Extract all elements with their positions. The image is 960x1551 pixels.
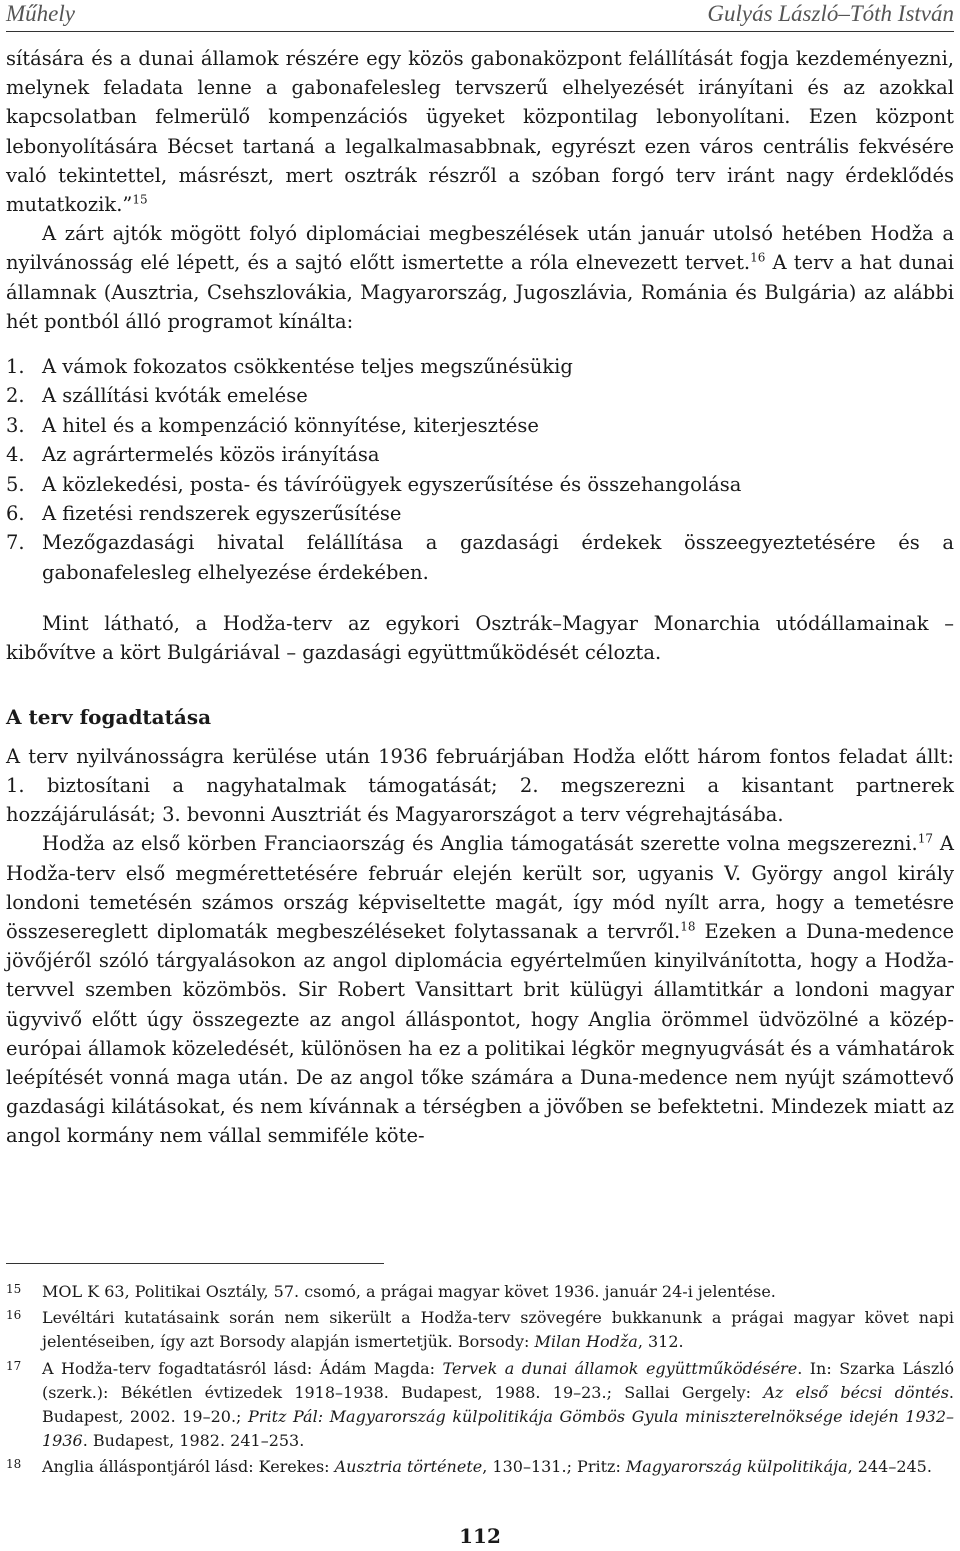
footnote-ref-15[interactable]: 15 xyxy=(132,192,148,207)
footnote-ref-17[interactable]: 17 xyxy=(917,831,933,846)
footnote-number: 17 xyxy=(6,1358,22,1373)
cited-title: Ausztria története xyxy=(334,1457,483,1477)
paragraph-summary: Mint látható, a Hodža-terv az egykori Osztrák–Magyar Monarchia utódállamainak – kibővítve a kört Bulgáriával – gazdasági együttműködését célozta. xyxy=(6,612,954,665)
paragraph-text: A zárt ajtók mögött folyó diplomáciai megbeszélések után január utolsó hetében Hodža a nyilvánosság elé lépett, és a sajtó előtt ismertette a róla elnevezett tervet. xyxy=(6,222,954,275)
list-item xyxy=(6,411,954,440)
paragraph-hodza-announcement xyxy=(6,219,954,336)
seven-point-program-list xyxy=(6,352,954,587)
cited-title: Tervek a dunai államok együttműködésére xyxy=(442,1358,798,1378)
list-item-number: 3. xyxy=(6,413,25,437)
list-item-number: 5. xyxy=(6,472,25,496)
list-item-text: A közlekedési, posta- és távíróügyek egyszerűsítése és összehangolása xyxy=(42,472,742,496)
footnote-16 xyxy=(6,1306,954,1354)
footnote-18 xyxy=(6,1455,954,1479)
paragraph-text: sítására és a dunai államok részére egy közös gabonaközpont felállítását fogja kezdeményezni, melynek feladata lenne a gabonafelesleg tervszerű elhelyezését irányítani és az azokkal kapcsolatban felmerülő kompenzációs ügyeket központilag lebonyolítani. Ezen központ lebonyolítására Bécset tartaná a legalkalmasabbnak, egyrészt ezen város centrális fekvésére való tekintettel, másrészt, mert osztrák részről a szóban forgó terv iránt nagy érdeklődés mutatkozik.” xyxy=(6,47,954,217)
footnote-separator xyxy=(6,1263,384,1264)
list-item-number: 1. xyxy=(6,355,25,379)
footnotes xyxy=(6,1280,954,1482)
footnote-17 xyxy=(6,1357,954,1454)
list-item-text: A hitel és a kompenzáció könnyítése, kiterjesztése xyxy=(42,413,539,437)
paragraph-text: Hodža az első körben Franciaország és Anglia támogatását szerette volna megszerezni. xyxy=(42,832,918,856)
footnote-number: 16 xyxy=(6,1308,22,1323)
footnote-text: MOL K 63, Politikai Osztály, 57. csomó, a prágai magyar követ 1936. január 24-i jelentése. xyxy=(42,1282,776,1301)
list-item xyxy=(6,381,954,410)
footnote-ref-16[interactable]: 16 xyxy=(750,250,766,265)
list-item-text: Mezőgazdasági hivatal felállítása a gazdasági érdekek összeegyeztetésére és a gabonafelesleg elhelyezése érdekében. xyxy=(42,531,954,584)
list-item xyxy=(6,470,954,499)
list-item-number: 6. xyxy=(6,502,25,526)
header-authors: Gulyás László–Tóth István xyxy=(707,1,954,26)
paragraph-text: A terv a hat dunai államnak (Ausztria, Csehszlovákia, Magyarország, Jugoszlávia, Románia és Bulgária) az alábbi hét pontból álló programot kínálta: xyxy=(6,251,954,333)
paragraph-london-reception xyxy=(6,829,954,1150)
cited-title: Pritz Pál: Magyarország külpolitikája Gömbös Gyula miniszterelnöksége idején 1932–1936 xyxy=(42,1407,955,1451)
footnote-text: Anglia álláspontjáról lásd: Kerekes: Ausztria története, 130–131.; Pritz: Magyarország külpolitikája, 244–245. xyxy=(42,1457,932,1477)
section-heading: A terv fogadtatása xyxy=(6,704,212,729)
list-item-number: 2. xyxy=(6,384,25,408)
paragraph-three-tasks: A terv nyilvánosságra kerülése után 1936 februárjában Hodža előtt három fontos feladat állt: 1. biztosítani a nagyhatalmak támogatását; 2. megszerezni a kisantant partnerek hozzájárulását; 3. bevonni Ausztriát és Magyarországot a terv végrehajtásába. xyxy=(6,744,954,827)
list-item xyxy=(6,499,954,528)
cited-title: Milan Hodža xyxy=(534,1332,638,1352)
list-item-text: Az agrártermelés közös irányítása xyxy=(42,443,380,467)
running-header xyxy=(6,0,954,32)
body-text xyxy=(6,44,954,1151)
list-item xyxy=(6,528,954,587)
footnote-ref-18[interactable]: 18 xyxy=(680,919,696,934)
list-item xyxy=(6,352,954,381)
list-item xyxy=(6,440,954,469)
list-item-number: 7. xyxy=(6,531,25,555)
list-item-text: A szállítási kvóták emelése xyxy=(42,384,308,408)
footnote-text: Levéltári kutatásaink során nem sikerült a Hodža-terv szövegére bukkanunk a prágai magyar követ napi jelentéseiben, így azt Borsody alapján ismertetjük. Borsody: Milan Hodža, 312. xyxy=(42,1308,954,1352)
paragraph-text: A Hodža-terv első megmérettetésére február elején került sor, ugyanis V. György angol király londoni temetésén számos ország képviseltette magát, így mód nyílt arra, hogy a temetésre összesereglett diplomaták megbeszéléseket folytassanak a tervről. xyxy=(6,832,955,943)
cited-title: Magyarország külpolitikája xyxy=(625,1457,848,1477)
list-item-text: A fizetési rendszerek egyszerűsítése xyxy=(42,502,402,526)
header-section-title: Műhely xyxy=(6,1,75,26)
footnote-number: 18 xyxy=(6,1457,22,1472)
page-number: 112 xyxy=(459,1524,501,1548)
list-item-number: 4. xyxy=(6,443,25,467)
footnote-number: 15 xyxy=(6,1282,22,1296)
list-item-text: A vámok fokozatos csökkentése teljes megszűnésükig xyxy=(42,355,573,379)
footnote-text: A Hodža-terv fogadtatásról lásd: Ádám Magda: Tervek a dunai államok együttműködésére. In: Szarka László (szerk.): Békétlen évtizedek 1918–1938. Budapest, 1988. 19–23.; Sallai Gergely: Az első bécsi döntés. Budapest, 2002. 19–20.; Pritz Pál: Magyarország külpolitikája Gömbös Gyula miniszterelnöksége idején 1932–1936. Budapest, 1982. 241–253. xyxy=(42,1358,955,1451)
footnote-15 xyxy=(6,1280,954,1304)
cited-title: Az első bécsi döntés xyxy=(763,1382,949,1402)
paragraph-text: Ezeken a Duna-medence jövőjéről szóló tárgyalásokon az angol diplomácia egyértelműen kinyilvánította, hogy a Hodža-tervvel szemben közömbös. Sir Robert Vansittart brit külügyi államtitkár a londoni magyar ügyvivő előtt úgy összegezte az angol álláspontot, hogy Anglia örömmel üdvözölné a közép-európai államok közeledését, különösen ha ez a politikai légkör megnyugvását és a vámhatárok leépítését vonná maga után. De az angol tőke számára a Duna-medence nem nyújt számottevő gazdasági kilátásokat, és nem kívánnak a térségben a jövőben se befektetni. Mindezek miatt az angol kormány nem vállal semmiféle köte- xyxy=(6,919,954,1148)
paragraph-quote-continuation xyxy=(6,44,954,219)
